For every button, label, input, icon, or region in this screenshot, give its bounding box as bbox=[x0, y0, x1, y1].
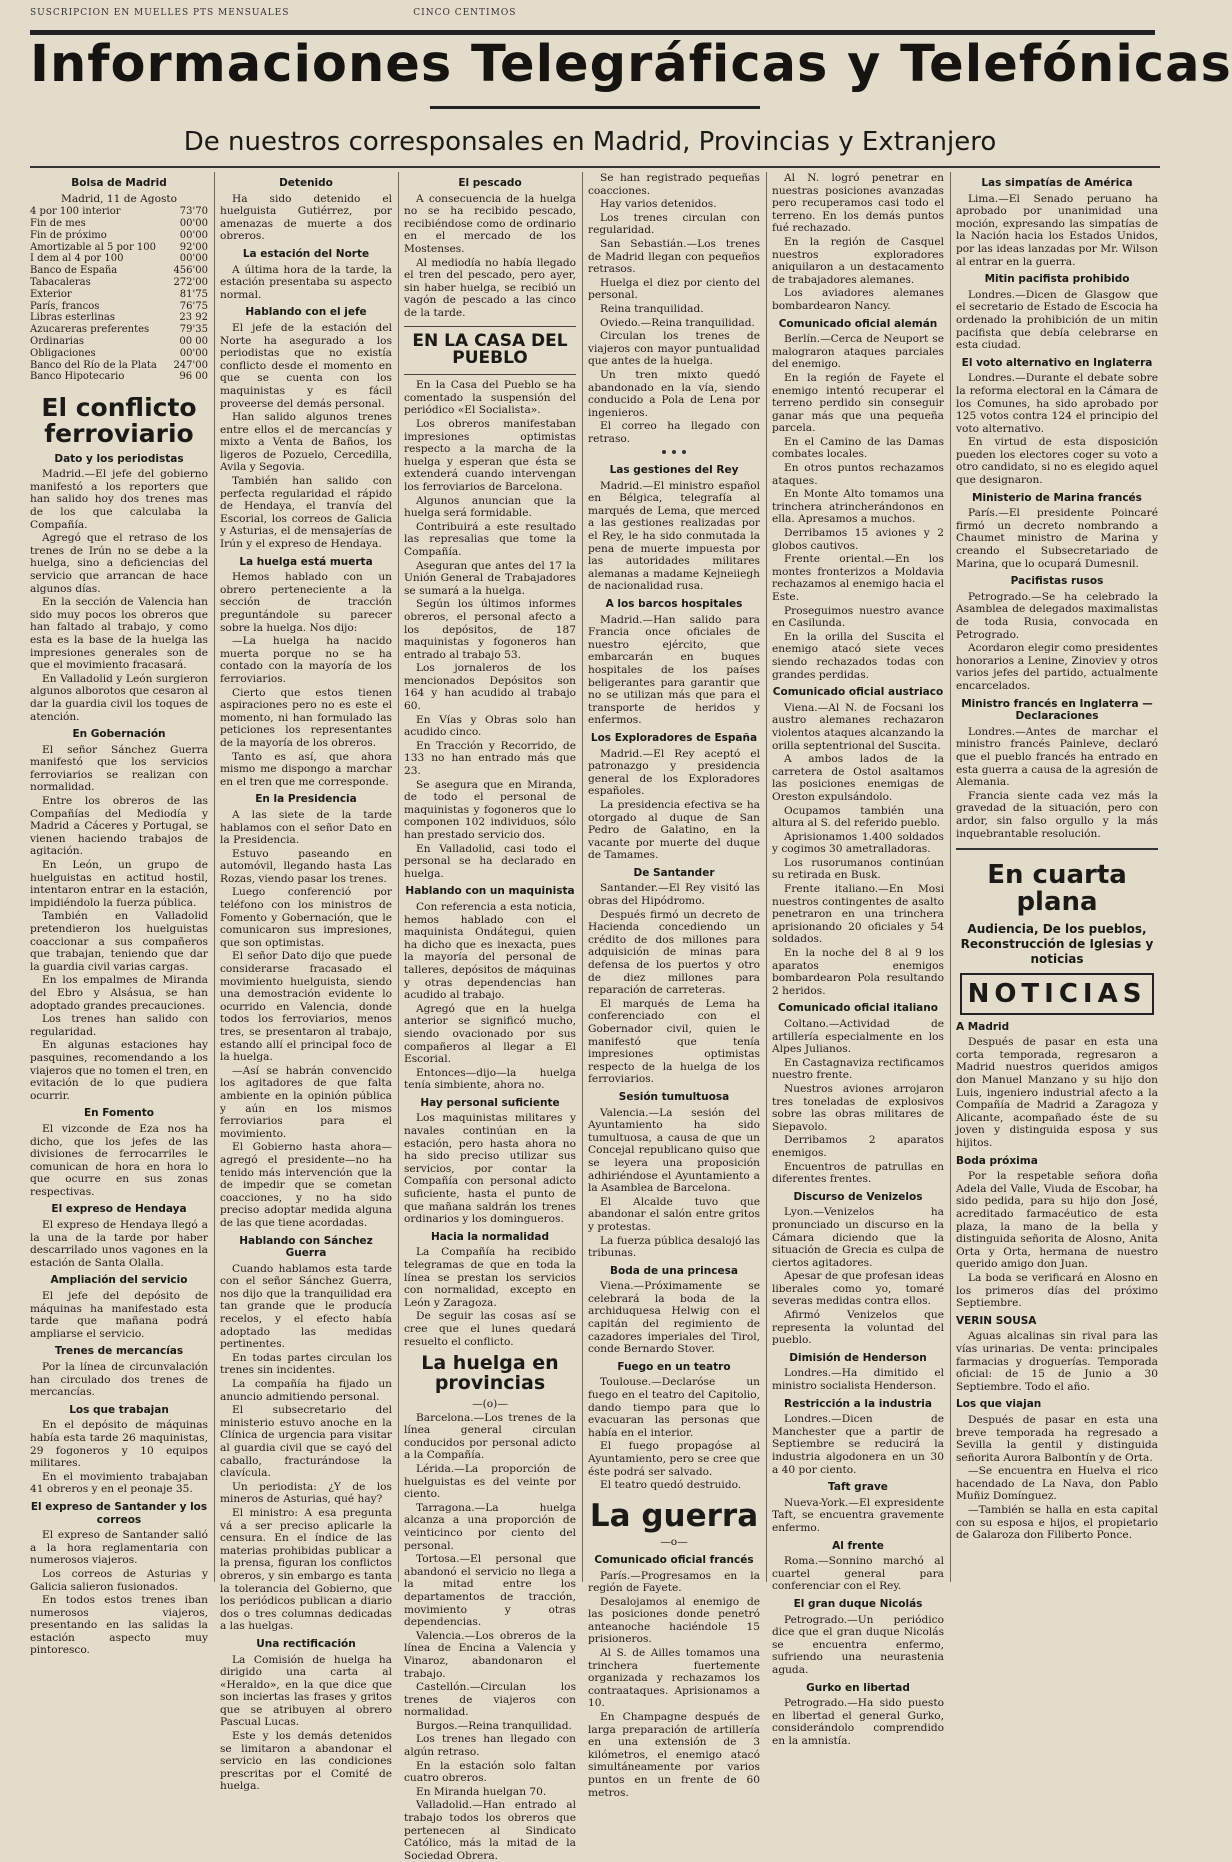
column-divider bbox=[214, 172, 215, 1582]
column-5 bbox=[772, 172, 944, 1747]
header-divider bbox=[30, 166, 1160, 168]
paragraph: San Sebastián.—Los trenes de Madrid llegan con pequeños retrasos. bbox=[588, 237, 760, 276]
section-heading: El pescado bbox=[458, 177, 522, 189]
section-heading: Ministerio de Marina francés bbox=[972, 491, 1142, 504]
section-headline: La huelga en provincias bbox=[421, 1352, 559, 1395]
paragraph: El teatro quedó destruido. bbox=[600, 1479, 742, 1492]
dot-icon bbox=[682, 450, 686, 454]
paragraph: En la noche del 8 al 9 los aparatos enemigos bombardearon Pola resultando 2 heridos. bbox=[772, 947, 944, 997]
paragraph: El Gobierno hasta ahora—agregó el presidente—no ha tenido más intervención que la de impedir que se cometan coacciones, y no ha sido preciso adoptar medida alguna de las que tiene acordadas. bbox=[220, 1141, 392, 1229]
section-heading: Discurso de Venizelos bbox=[793, 1190, 923, 1203]
paragraph: En Miranda huelgan 70. bbox=[416, 1785, 547, 1798]
paragraph: —La huelga ha nacido muerta porque no se ha contado con la mayoría de los ferroviarios. bbox=[220, 635, 392, 685]
paragraph: En Champagne después de larga preparación de artillería en una extensión de 3 kilómetros, el enemigo atacó simultáneamente por varios puntos en un frente de 60 metros. bbox=[588, 1711, 760, 1799]
paragraph: El subsecretario del ministerio estuvo anoche en la Clínica de urgencia para visitar al guardia civil que se cayó del caballo, fracturándose la clavícula. bbox=[220, 1404, 392, 1480]
paragraph: Frente italiano.—En Mosi nuestros contingentes de asalto penetraron en una trinchera aprisionando 20 oficiales y 54 soldados. bbox=[772, 883, 944, 946]
section-heading: Una rectificación bbox=[256, 1637, 356, 1650]
column-2 bbox=[220, 172, 392, 1793]
section-heading: Los Exploradores de España bbox=[590, 731, 758, 744]
paragraph: En Tracción y Recorrido, de 133 no han entrado más que 23. bbox=[404, 739, 576, 778]
paragraph: Ha sido detenido el huelguista Gutiérrez, por amenazas de muerte a dos obreros. bbox=[220, 192, 392, 243]
paragraph: En Valladolid y León surgieron algunos alborotos que cesaron al dar la guardia civil los toques de atención. bbox=[30, 672, 208, 723]
paragraph: Aprisionamos 1.400 soldados y cogimos 30 ametralladoras. bbox=[772, 830, 944, 856]
column-divider bbox=[950, 172, 951, 1582]
paragraph: Lyon.—Venizelos ha pronunciado un discurso en la Cámara diciendo que la situación de Grecia es culpa de ciertos agitadores. bbox=[772, 1206, 944, 1269]
paragraph: —Se encuentra en Huelva el rico hacendado de La Nava, don Pablo Muñiz Domínguez. bbox=[956, 1465, 1158, 1503]
paragraph: Los trenes han llegado con algún retraso. bbox=[404, 1733, 576, 1759]
paragraph: París.—Progresamos en la región de Fayete. bbox=[588, 1569, 760, 1595]
paragraph: La boda se verificará en Alosno en los primeros días del próximo Septiembre. bbox=[956, 1271, 1158, 1310]
paragraph: Un tren mixto quedó abandonado en la vía, siendo conducido a Pola de Lena por ingenieros. bbox=[588, 368, 760, 419]
paragraph: Londres.—Ha dimitido el ministro socialista Henderson. bbox=[772, 1367, 944, 1393]
paragraph: Toulouse.—Declaróse un fuego en el teatro del Capitolio, dando tiempo para que lo evacuaran las personas que había en el interior. bbox=[588, 1376, 760, 1439]
bolsa-row: 4 por 100 interior 73'70 bbox=[30, 206, 208, 218]
paragraph: En León, un grupo de huelguistas en actitud hostil, intentaron entrar en la estación, impidiéndolo la fuerza pública. bbox=[30, 859, 208, 909]
paragraph: Londres.—Dicen de Glasgow que el secretario de Estado de Escocia ha ordenado la prohibición de un mitin pacifista que debía celebrarse en esta ciudad. bbox=[956, 288, 1158, 352]
main-headline: El conflicto ferroviario bbox=[41, 393, 197, 449]
paragraph: Los obreros manifestaban impresiones optimistas respecto a la marcha de la huelga y esperan que ésta se extenderá cuando intervengan los ferroviarios de Barcelona. bbox=[404, 418, 576, 493]
paragraph: De seguir las cosas así se cree que el lunes quedará resuelto el conflicto. bbox=[404, 1310, 576, 1348]
paragraph: En el movimiento trabajaban 41 obreros y en el peonaje 35. bbox=[30, 1470, 208, 1496]
paragraph: La Comisión de huelga ha dirigido una carta al «Heraldo», en la que dice que son inciertas las frases y gritos que se atribuyen al obrero Pascual Lucas. bbox=[220, 1653, 392, 1729]
bolsa-table bbox=[30, 206, 208, 383]
paragraph: Hay varios detenidos. bbox=[600, 198, 717, 211]
paragraph: Castellón.—Circulan los trenes de viajeros con normalidad. bbox=[404, 1681, 576, 1719]
section-heading: El gran duque Nicolás bbox=[793, 1597, 923, 1610]
bolsa-row: Banco de España 456'00 bbox=[30, 265, 208, 277]
paragraph: En el depósito de máquinas había esta tarde 26 maquinistas, 29 fogoneros y 10 equipos militares. bbox=[30, 1419, 208, 1470]
section-heading: Restricción a la industria bbox=[784, 1397, 932, 1410]
paragraph: Contribuirá a este resultado las represalias que tome la Compañía. bbox=[404, 520, 576, 558]
section-heading: En Gobernación bbox=[72, 728, 166, 741]
paragraph: En todos estos trenes iban numerosos viajeros, presentando en las salidas la estación aspecto muy pintoresco. bbox=[30, 1594, 208, 1657]
section-heading: Hay personal suficiente bbox=[420, 1096, 560, 1109]
paragraph: La fuerza pública desalojó las tribunas. bbox=[588, 1234, 760, 1260]
section-heading: Boda de una princesa bbox=[610, 1264, 738, 1277]
paragraph: El jefe de la estación del Norte ha asegurado a los periodistas que no existía conflicto desde el momento en que se cuenta con los maquinistas y es fácil proveerse del demás personal. bbox=[220, 321, 392, 410]
paragraph: Lima.—El Senado peruano ha aprobado por unanimidad una moción, expresando las simpatías de la Nación hacia los Estados Unidos, por las ideas lanzadas por Mr. Wilson al entrar en la guerra. bbox=[956, 192, 1158, 268]
column-divider bbox=[582, 172, 583, 1582]
paragraph: El correo ha llegado con retraso. bbox=[588, 420, 760, 445]
section-heading: Comunicado oficial alemán bbox=[778, 317, 938, 330]
paragraph: Oviedo.—Reina tranquilidad. bbox=[600, 316, 755, 329]
paragraph: El jefe del depósito de máquinas ha manifestado esta tarde que mañana podrá ampliarse el servicio. bbox=[30, 1290, 208, 1340]
paragraph: La compañía ha fijado un anuncio admitiendo personal. bbox=[220, 1378, 392, 1403]
paragraph: Madrid.—El jefe del gobierno manifestó a los reporters que han salido hoy dos trenes mas de los que calculaba la Compañía. bbox=[30, 468, 208, 531]
section-heading: Pacifistas rusos bbox=[1010, 575, 1104, 588]
paragraph: Este y los demás detenidos se limitaron a abandonar el servicio en las condiciones prescritas por el Comité de huelga. bbox=[220, 1730, 392, 1793]
paragraph: En la sección de Valencia han sido muy pocos los obreros que han faltado al trabajo, y como esta es la base de la huelga las impresiones generales son de que el movimiento fracasará. bbox=[30, 596, 208, 672]
paragraph: Estuvo paseando en automóvil, llegando hasta Las Rozas, viendo pasar los trenes. bbox=[220, 847, 392, 885]
paragraph: Se asegura que en Miranda, de todo el personal de maquinistas y fogoneros que lo componen 102 individuos, sólo han prestado servicio dos. bbox=[404, 778, 576, 841]
column-4 bbox=[588, 172, 760, 1799]
paragraph: Después de pasar en esta una breve temporada ha regresado a Sevilla la gentil y distinguida señorita Aurora Balbontín y de Orta. bbox=[956, 1413, 1158, 1464]
paragraph: Un periodista: ¿Y de los mineros de Asturias, qué hay? bbox=[220, 1480, 392, 1506]
paragraph: Después firmó un decreto de Hacienda concediendo un crédito de dos millones para adquisición de minas para defensa de los puertos y otro de diez millones para reparación de carreteras. bbox=[588, 908, 760, 997]
paragraph: Cuando hablamos esta tarde con el señor Sánchez Guerra, nos dijo que la tranquilidad era tan grande que le producía recelos, y el efecto había adoptado las medidas pertinentes. bbox=[220, 1262, 392, 1351]
masthead-rule bbox=[430, 106, 760, 109]
paragraph: En todas partes circulan los trenes sin incidentes. bbox=[220, 1351, 392, 1377]
paragraph: Madrid.—Han salido para Francia once oficiales de nuestro ejército, que embarcarán en buques hospitales de los países beligerantes para garantir que no se utilizan más que para el transporte de heridos y enfermos. bbox=[588, 613, 760, 727]
paragraph: Entonces—dijo—la huelga tenía simbiente, ahora no. bbox=[404, 1066, 576, 1092]
paragraph: Los trenes han salido con regularidad. bbox=[30, 1013, 208, 1038]
paragraph: Luego conferenció por teléfono con los ministros de Fomento y Gobernación, que le comunicaron sus impresiones, que son optimistas. bbox=[220, 886, 392, 949]
strip-left: SUSCRIPCION EN MUELLES PTS MENSUALES bbox=[30, 8, 290, 18]
paragraph: —También se halla en esta capital con su esposa e hijos, el propietario de Galaroza don Filiberto Ponce. bbox=[956, 1504, 1158, 1542]
cuarta-subheading: Audiencia, De los pueblos, Reconstrucción de Iglesias y noticias bbox=[960, 921, 1154, 966]
paragraph: El ministro: A esa pregunta vá a ser preciso aplicarle la censura. En el índice de las materias prohibidas publicar a la prensa, figuran los conflictos obreros, y sin embargo es tanta la tolerancia del Gobierno, que los periódicos publican a diario dos o tres columnas dedicadas a las huelgas. bbox=[220, 1506, 392, 1633]
paragraph: Después de pasar en esta una corta temporada, regresaron a Madrid nuestros queridos amigos don Manuel Manzano y su hijo don Luis, ingeniero industrial afecto a la Compañía de Madrid a Zaragoza y Alicante, acompañado éste de su joven y distinguida esposa y sus hijitos. bbox=[956, 1036, 1158, 1150]
section-heading: Ministro francés en Inglaterra —Declaraciones bbox=[961, 697, 1153, 723]
bolsa-row: Obligaciones 00'00 bbox=[30, 347, 208, 359]
section-heading: El expreso de Santander y los correos bbox=[30, 1500, 208, 1526]
ornament-dots bbox=[588, 446, 760, 459]
paragraph: Se han registrado pequeñas coacciones. bbox=[588, 172, 760, 197]
paragraph: Los aviadores alemanes bombardearon Nancy. bbox=[772, 287, 944, 312]
paragraph: Roma.—Sonnino marchó al cuartel general para conferenciar con el Rey. bbox=[772, 1555, 944, 1593]
paragraph: Han salido algunos trenes entre ellos el de mercancías y mixto a Venta de Baños, los ligeros de Pozuelo, Cercedilla, Avila y Segovia. bbox=[220, 411, 392, 474]
section-heading: Gurko en libertad bbox=[806, 1681, 910, 1694]
section-heading: Sesión tumultuosa bbox=[618, 1090, 730, 1103]
paragraph: En Castagnaviza rectificamos nuestro frente. bbox=[772, 1056, 944, 1082]
paragraph: A las siete de la tarde hablamos con el señor Dato en la Presidencia. bbox=[220, 808, 392, 847]
bolsa-row: Fin de próximo 00'00 bbox=[30, 229, 208, 241]
paragraph: Londres.—Dicen de Manchester que a partir de Septiembre se reducirá la industria algodonera en un 30 a 40 por ciento. bbox=[772, 1413, 944, 1476]
paragraph: Derribamos 15 aviones y 2 globos cautivos. bbox=[772, 527, 944, 552]
paragraph: Barcelona.—Los trenes de la línea general circulan conducidos por personal adicto a la Compañía. bbox=[404, 1411, 576, 1462]
paragraph: Petrogrado.—Se ha celebrado la Asamblea de delegados maximalistas de toda Rusia, convocada en Petrogrado. bbox=[956, 590, 1158, 641]
section-heading: Mitin pacifista prohibido bbox=[984, 273, 1130, 286]
paragraph: También en Valladolid pretendieron los huelguistas coaccionar a sus compañeros que trabajan, teniendo que dar la guardia civil varias cargas. bbox=[30, 910, 208, 973]
paragraph: Tanto es así, que ahora mismo me dispongo a marchar en el tren que me corresponde. bbox=[220, 750, 392, 788]
bolsa-date: Madrid, 11 de Agosto bbox=[60, 192, 178, 205]
paragraph: En Monte Alto tomamos una trinchera atrincherándonos en ella. Apresamos a muchos. bbox=[772, 488, 944, 526]
section-headline: EN LA CASA DEL PUEBLO bbox=[404, 326, 576, 376]
column-3 bbox=[404, 172, 576, 1862]
ornament: —(o)— bbox=[472, 1398, 508, 1411]
section-heading: La huelga está muerta bbox=[239, 555, 373, 568]
section-heading: En Fomento bbox=[83, 1107, 155, 1120]
paragraph: Santander.—El Rey visitó las obras del Hipódromo. bbox=[588, 882, 760, 908]
paragraph: Valladolid.—Han entrado al trabajo todos los obreros que pertenecen al Sindicato Católico, más la mitad de la Sociedad Obrera. bbox=[404, 1799, 576, 1862]
paragraph: Por la línea de circunvalación han circulado dos trenes de mercancías. bbox=[30, 1361, 208, 1399]
paragraph: Reina tranquilidad. bbox=[600, 302, 704, 315]
bolsa-row: Tabacaleras 272'00 bbox=[30, 276, 208, 288]
paragraph: Al N. logró penetrar en nuestras posiciones avanzadas pero recuperamos casi todo el terreno. En los demás puntos fué rechazado. bbox=[772, 172, 944, 235]
paragraph: En la estación solo faltan cuatro obreros. bbox=[404, 1759, 576, 1785]
paragraph: Lérida.—La proporción de huelguistas es del veinte por ciento. bbox=[404, 1463, 576, 1501]
strip-mid: CINCO CENTIMOS bbox=[413, 8, 517, 18]
masthead-title: Informaciones Telegráficas y Telefónicas bbox=[30, 35, 1232, 94]
paragraph: Viena.—Próximamente se celebrará la boda de la archiduquesa Helwig con el capitán del regimiento de cazadores imperiales del Tirol, conde Bernardo Stover. bbox=[588, 1280, 760, 1356]
section-heading: Los que trabajan bbox=[69, 1403, 169, 1416]
section-heading: El voto alternativo en Inglaterra bbox=[961, 356, 1153, 369]
paragraph: Desalojamos al enemigo de las posiciones donde penetró anteanoche haciéndole 15 prisioneros. bbox=[588, 1595, 760, 1646]
paragraph: Valencia.—La sesión del Ayuntamiento ha sido tumultuosa, a causa de que un Concejal republicano quiso que se leyera una proposición adhiriéndose el Ayuntamiento a la Asamblea de Barcelona. bbox=[588, 1106, 760, 1195]
paragraph: Nuestros aviones arrojaron tres toneladas de explosivos sobre las obras militares de Siepavolo. bbox=[772, 1082, 944, 1133]
paragraph: Según los últimos informes obreros, el personal afecto a los depósitos, de 187 maquinistas y fogoneros han entrado al trabajo 53. bbox=[404, 598, 576, 661]
paragraph: Agregó que el retraso de los trenes de Irún no se debe a la huelga, sino a deficiencias del servicio que arrancan de hace algunos días. bbox=[30, 532, 208, 595]
paragraph: Huelga el diez por ciento del personal. bbox=[588, 276, 760, 302]
section-heading: Comunicado oficial austriaco bbox=[772, 686, 944, 699]
paragraph: En algunas estaciones hay pasquines, recomendando a los viajeros que no tomen el tren, en evitación de lo que pudiera ocurrir. bbox=[30, 1039, 208, 1102]
paragraph: Apesar de que profesan ideas liberales como yo, tomaré severas medidas contra ellos. bbox=[772, 1270, 944, 1308]
paragraph: Los rusorumanos continúan su retirada en Busk. bbox=[772, 856, 944, 882]
section-heading: Dato y los periodistas bbox=[54, 452, 184, 465]
paragraph: En la orilla del Suscita el enemigo atacó siete veces siendo rechazados todas con grandes perdidas. bbox=[772, 630, 944, 681]
paragraph: A consecuencia de la huelga no se ha recibido pescado, recibiéndose como de ordinario en el mercado de los Mostenses. bbox=[404, 192, 576, 255]
section-heading: Las simpatías de América bbox=[981, 177, 1133, 189]
section-heading: Comunicado oficial italiano bbox=[778, 1002, 938, 1015]
paragraph: El vizconde de Eza nos ha dicho, que los jefes de las divisiones de ferrocarriles le comunican de hora en hora lo que ocurre en sus zonas respectivas. bbox=[30, 1122, 208, 1198]
paragraph: Los maquinistas militares y navales continúan en la estación, pero hasta ahora no ha sido preciso utilizar sus servicios, por contar la Compañía con personal adicto suficiente, hasta el punto de que mañana saldrán los trenes ordinarios y los domingueros. bbox=[404, 1112, 576, 1226]
paragraph: Hemos hablado con un obrero perteneciente a la sección de tracción preguntándole su parecer sobre la huelga. Nos dijo: bbox=[220, 571, 392, 634]
paragraph: En Valladolid, casi todo el personal se ha declarado en huelga. bbox=[404, 842, 576, 880]
paragraph: Tortosa.—El personal que abandonó el servicio no llega a la mitad entre los departamentos de tracción, movimiento y otras dependencias. bbox=[404, 1553, 576, 1629]
paragraph: Con referencia a esta noticia, hemos hablado con el maquinista Ondátegui, quien ha dicho que es inexacta, pues la mayoría del personal de talleres, depósitos de máquinas y otras dependencias han acudido al trabajo. bbox=[404, 900, 576, 1002]
section-heading: Trenes de mercancías bbox=[54, 1345, 184, 1358]
bolsa-row: París, francos 76'75 bbox=[30, 300, 208, 312]
ornament: —o— bbox=[660, 1536, 688, 1549]
bolsa-row: Libras esterlinas 23 92 bbox=[30, 312, 208, 324]
bolsa-row: I dem al 4 por 100 00'00 bbox=[30, 253, 208, 265]
paragraph: El señor Dato dijo que puede considerarse fracasado el movimiento huelguista, siendo una demostración evidente lo ocurrido en Valencia, donde todos los ferroviarios, menos tres, se presentaron al trabajo, estando allí el principal foco de la huelga. bbox=[220, 950, 392, 1064]
paragraph: Algunos anuncian que la huelga será formidable. bbox=[404, 494, 576, 520]
paragraph: En Vías y Obras solo han acudido cinco. bbox=[404, 713, 576, 739]
section-heading: A los barcos hospitales bbox=[605, 598, 743, 610]
column-1 bbox=[30, 172, 208, 1657]
column-divider bbox=[766, 172, 767, 1582]
paragraph: Agregó que en la huelga anterior se significó mucho, siendo ovacionado por sus compañeros al llegar a El Escorial. bbox=[404, 1002, 576, 1066]
paragraph: El marqués de Lema ha conferenciado con el Gobernador civil, quien le manifestó que tenía impresiones optimistas respecto de la huelga de los ferroviarios. bbox=[588, 997, 760, 1086]
paragraph: Derribamos 2 aparatos enemigos. bbox=[772, 1134, 944, 1159]
paragraph: Frente oriental.—En los montes fronterizos a Moldavia rechazamos al enemigo hacia el Este. bbox=[772, 553, 944, 603]
paragraph: Por la respetable señora doña Adela del Valle, Viuda de Escobar, ha sido pedida, para su hijo don José, acreditado farmacéutico de esta plaza, la mano de la bella y distinguida señorita de Alosno, Anita Orta y Orta, hermana de nuestro querido amigo don Juan. bbox=[956, 1170, 1158, 1271]
bolsa-row: Azucareras preferentes 79'35 bbox=[30, 324, 208, 336]
section-heading: El expreso de Hendaya bbox=[51, 1203, 187, 1216]
bolsa-row: Amortizable al 5 por 100 92'00 bbox=[30, 241, 208, 253]
paragraph: A ambos lados de la carretera de Ostol asaltamos las posiciones enemigas de Oreston expulsándolo. bbox=[772, 753, 944, 803]
section-heading: Las gestiones del Rey bbox=[609, 464, 739, 477]
paragraph: Afirmó Venizelos que representa la voluntad del pueblo. bbox=[772, 1309, 944, 1347]
section-heading: Fuego en un teatro bbox=[617, 1360, 731, 1373]
paragraph: Cierto que estos tienen aspiraciones pero no es este el momento, ni han formulado las peticiones los representantes de la mayoría de los obreros. bbox=[220, 686, 392, 749]
section-heading: Al frente bbox=[832, 1539, 884, 1552]
section-heading: En la Presidencia bbox=[255, 793, 357, 806]
bolsa-row: Banco Hipotecario 96 00 bbox=[30, 371, 208, 383]
paragraph: El señor Sánchez Guerra manifestó que los servicios ferroviarios se realizan con normalidad. bbox=[30, 743, 208, 794]
masthead-subtitle: De nuestros corresponsales en Madrid, Provincias y Extranjero bbox=[183, 127, 997, 157]
section-heading: Dimisión de Henderson bbox=[789, 1351, 927, 1364]
paragraph: Proseguimos nuestro avance en Casilunda. bbox=[772, 604, 944, 630]
paragraph: Nueva-York.—El expresidente Taft, se encuentra gravemente enfermo. bbox=[772, 1496, 944, 1534]
dot-icon bbox=[672, 450, 676, 454]
paragraph: Acordaron elegir como presidentes honorarios a Lenine, Zinoviev y otros varios jefes del partido, actualmente encarcelados. bbox=[956, 642, 1158, 692]
paragraph: Al mediodía no había llegado el tren del pescado, pero ayer, sin haber huelga, se recibió un vagón de pescado a las cinco de la tarde. bbox=[404, 256, 576, 319]
paragraph: Al S. de Ailles tomamos una trinchera fuertemente organizada y rechazamos los contraataques. Aprisionamos a 10. bbox=[588, 1647, 760, 1710]
paragraph: La presidencia efectiva se ha otorgado al duque de San Pedro de Galatino, en la vacante por muerte del duque de Tamames. bbox=[588, 798, 760, 862]
paragraph: Petrogrado.—Ha sido puesto en libertad el general Gurko, considerándolo comprendido en la amnistía. bbox=[772, 1697, 944, 1747]
paragraph: Aseguran que antes del 17 la Unión General de Trabajadores se sumará a la huelga. bbox=[404, 559, 576, 597]
paragraph: Burgos.—Reina tranquilidad. bbox=[416, 1719, 572, 1732]
paragraph: Valencia.—Los obreros de la línea de Encina a Valencia y Vinaroz, abandonaron el trabajo. bbox=[404, 1629, 576, 1680]
paragraph: El expreso de Santander salió a la hora reglamentaria con numerosos viajeros. bbox=[30, 1529, 208, 1567]
section-heading: Comunicado oficial francés bbox=[594, 1553, 754, 1566]
section-heading: Boda próxima bbox=[956, 1154, 1038, 1167]
paragraph: En la región de Casquel nuestros exploradores aniquilaron a un destacamento de trabajadores alemanes. bbox=[772, 235, 944, 286]
section-heading: Hablando con Sánchez Guerra bbox=[239, 1234, 373, 1260]
section-heading: Detenido bbox=[279, 177, 333, 189]
paragraph: Francia siente cada vez más la gravedad de la situación, pero con ardor, sin falso orgullo y la más inquebrantable resolución. bbox=[956, 789, 1158, 840]
paragraph: Entre los obreros de las Compañías del Mediodía y Madrid a Cáceres y Portugal, se vienen haciendo trabajos de agitación. bbox=[30, 795, 208, 858]
paragraph: Ocupamos también una altura al S. del referido pueblo. bbox=[772, 804, 944, 830]
paragraph: Petrogrado.—Un periódico dice que el gran duque Nicolás se encuentra enfermo, sufriendo una neurastenia aguda. bbox=[772, 1613, 944, 1676]
paragraph: El fuego propagóse al Ayuntamiento, pero se cree que éste podrá ser salvado. bbox=[588, 1440, 760, 1478]
paragraph: En otros puntos rechazamos ataques. bbox=[772, 462, 944, 487]
noticias-banner: NOTICIAS bbox=[960, 973, 1154, 1015]
section-heading: Hablando con un maquinista bbox=[405, 885, 575, 898]
top-strip bbox=[30, 8, 1155, 35]
dot-icon bbox=[662, 450, 666, 454]
paragraph: Londres.—Antes de marchar el ministro francés Painleve, declaró que el pueblo francés ha entrado en esta guerra a causa de la agresión de Alemania. bbox=[956, 725, 1158, 789]
paragraph: Circulan los trenes de viajeros con mayor puntualidad que antes de la huelga. bbox=[588, 330, 760, 368]
paragraph: Londres.—Durante el debate sobre la reforma electoral en la Cámara de los Comunes, ha sido aprobado por 125 votos contra 124 el principio del voto alternativo. bbox=[956, 372, 1158, 435]
paragraph: La Compañía ha recibido telegramas de que en toda la línea se prestan los servicios con normalidad, excepto en León y Zaragoza. bbox=[404, 1246, 576, 1309]
paragraph: Viena.—Al N. de Focsani los austro alemanes rechazaron violentos ataques alcanzando la orilla septentrional del Suscita. bbox=[772, 701, 944, 752]
paragraph: A última hora de la tarde, la estación presentaba su aspecto normal. bbox=[220, 263, 392, 301]
paragraph: Coltano.—Actividad de artillería especialmente en los Alpes Julianos. bbox=[772, 1018, 944, 1056]
bolsa-row: Banco del Río de la Plata 247'00 bbox=[30, 359, 208, 371]
column-6 bbox=[956, 172, 1158, 1582]
bolsa-row: Ordinarias 00 00 bbox=[30, 335, 208, 347]
paragraph: En virtud de esta disposición pueden los electores coger su voto a otro candidato, si no es elegido aquel que designaron. bbox=[956, 436, 1158, 487]
paragraph: Tarragona.—La huelga alcanza a una proporción de veinticinco por ciento del personal. bbox=[404, 1501, 576, 1552]
paragraph: —Así se habrán convencido los agitadores de que falta ambiente en la opinión pública y aún en los mismos ferroviarios para el movimiento. bbox=[220, 1064, 392, 1140]
section-heading: Taft grave bbox=[828, 1481, 888, 1494]
paragraph: En la Casa del Pueblo se ha comentado la suspensión del periódico «El Socialista». bbox=[404, 379, 576, 417]
section-heading: Ampliación del servicio bbox=[50, 1274, 188, 1287]
section-heading: Los que viajan bbox=[956, 1398, 1042, 1411]
section-heading: A Madrid bbox=[956, 1020, 1010, 1033]
cuarta-headline: En cuarta plana bbox=[987, 860, 1127, 918]
paragraph: Encuentros de patrullas en diferentes frentes. bbox=[772, 1160, 944, 1186]
section-heading: La estación del Norte bbox=[242, 247, 370, 260]
paragraph: También han salido con perfecta regularidad el rápido de Hendaya, el tranvía del Escorial, los correos de Galicia y Asturias, el de mensajerías de Irún y el expreso de Hendaya. bbox=[220, 475, 392, 551]
paragraph: Madrid.—El Rey aceptó el patronazgo y presidencia general de los Exploradores españoles. bbox=[588, 747, 760, 798]
paragraph: El expreso de Hendaya llegó a la una de la tarde por haber descarrilado unos vagones en la estación de Santa Olalla. bbox=[30, 1219, 208, 1269]
bolsa-row: Fin de mes 00'00 bbox=[30, 217, 208, 229]
paragraph: En los empalmes de Miranda del Ebro y Alsásua, se han adoptado grandes precauciones. bbox=[30, 974, 208, 1012]
section-headline: La guerra bbox=[589, 1497, 759, 1534]
section-heading: Hacia la normalidad bbox=[431, 1230, 549, 1243]
paragraph: Los jornaleros de los mencionados Depósitos son 164 y han acudido al trabajo 60. bbox=[404, 662, 576, 713]
paragraph: Aguas alcalinas sin rival para las vías urinarias. De venta: principales farmacias y droguerías. Temporada oficial: de 15 de Junio a 30 Septiembre. Todo el año. bbox=[956, 1330, 1158, 1393]
paragraph: Los correos de Asturias y Galicia salieron fusionados. bbox=[30, 1567, 208, 1593]
cuarta-box bbox=[956, 848, 1158, 967]
section-heading: Hablando con el jefe bbox=[245, 306, 367, 319]
paragraph: En la región de Fayete el enemigo intentó recuperar el terreno perdido sin conseguir ganar más que una pequeña parcela. bbox=[772, 371, 944, 435]
section-heading: De Santander bbox=[633, 866, 715, 879]
paragraph: Berlín.—Cerca de Neuport se malograron ataques parciales del enemigo. bbox=[772, 333, 944, 371]
column-divider bbox=[398, 172, 399, 1582]
paragraph: Madrid.—El ministro español en Bélgica, telegrafía al marqués de Lema, que merced a las gestiones realizadas por el Rey, le ha sido conmutada la pena de muerte impuesta por las autoridades militares alemanas a madame Kejneiiegh de nacionalidad rusa. bbox=[588, 479, 760, 593]
section-heading: VERIN SOUSA bbox=[956, 1314, 1037, 1327]
paragraph: Los trenes circulan con regularidad. bbox=[588, 211, 760, 237]
bolsa-row: Exterior 81'75 bbox=[30, 288, 208, 300]
bolsa-title: Bolsa de Madrid bbox=[71, 177, 167, 189]
paragraph: El Alcalde tuvo que abandonar el salón entre gritos y protestas. bbox=[588, 1195, 760, 1233]
paragraph: En el Camino de las Damas combates locales. bbox=[772, 435, 944, 461]
paragraph: París.—El presidente Poincaré firmó un decreto nombrando a Chaumet ministro de Marina y creando el Subsecretariado de Marina, que lo ocupará Dumesnil. bbox=[956, 507, 1158, 570]
